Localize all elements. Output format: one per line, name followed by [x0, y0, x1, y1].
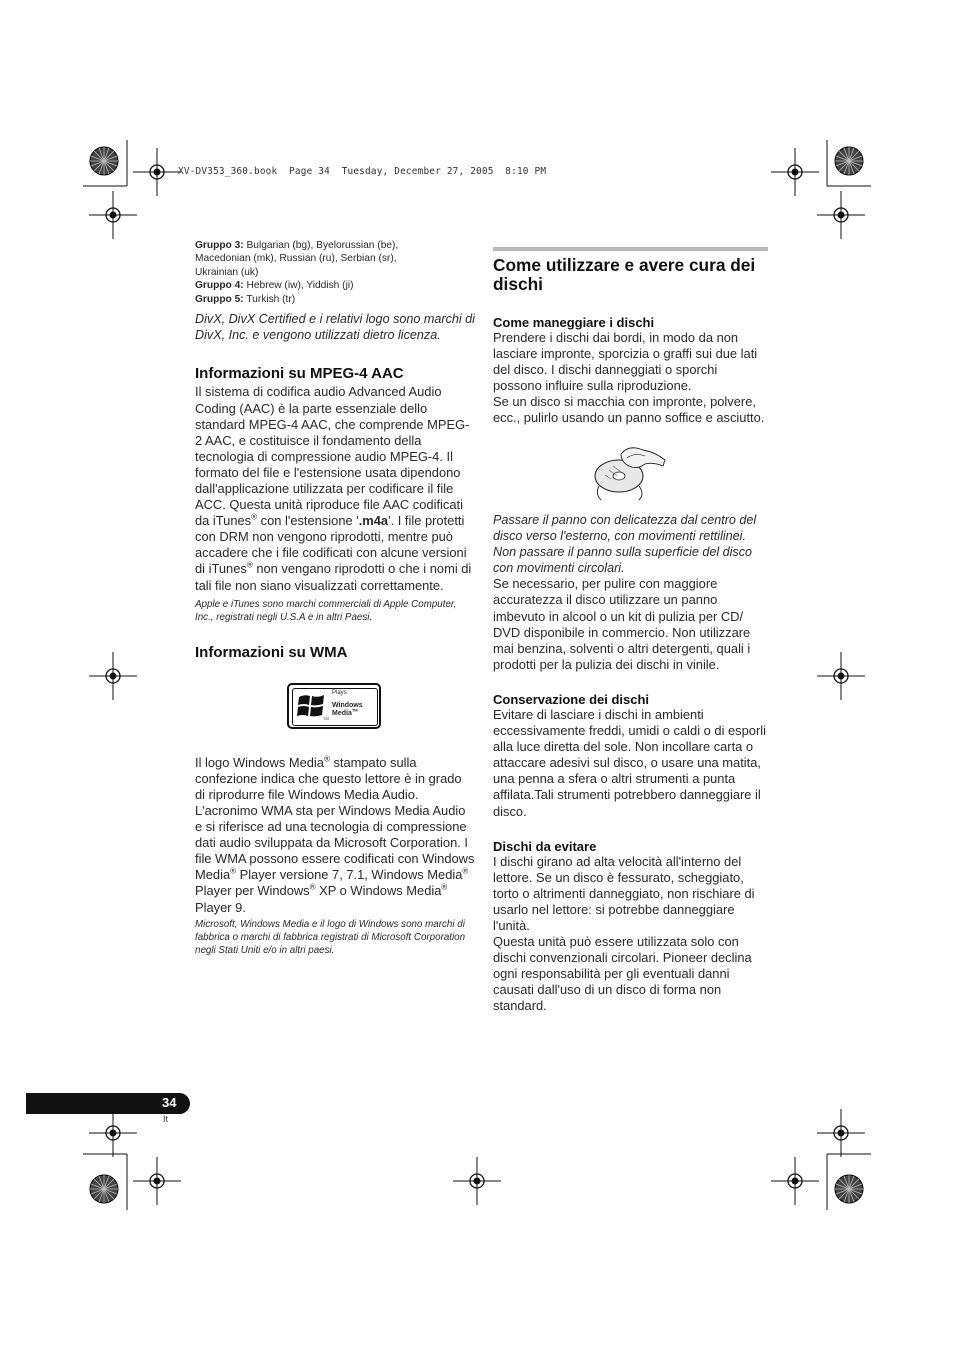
left-column [195, 239, 475, 957]
aac-heading: Informazioni su MPEG-4 AAC [195, 365, 404, 383]
wma-heading: Informazioni su WMA [195, 643, 348, 661]
logo-windows-text: Windows [332, 701, 363, 709]
handling-heading: Come maneggiare i dischi [493, 315, 655, 330]
star-target-icon [835, 1175, 863, 1203]
language-groups [195, 239, 475, 306]
handling-paragraph-2: Se un disco si macchia con impronte, polvere, ecc., pulirlo usando un panno soffice e asciutto. [493, 394, 765, 426]
avoid-paragraph-1: I dischi girano ad alta velocità all'interno del lettore. Se un disco è fessurato, scheggiato, torto o altrimenti danneggiato, non rischiare di usarlo nel lettore: si potrebbe danneggiare l'unità. [493, 853, 755, 933]
section-title: Come utilizzare e avere cura dei dischi [493, 255, 756, 294]
wma-paragraph: Il logo Windows Media® stampato sulla confezione indica che questo lettore è in grado di riprodurre file Windows Media Audio. L'acronimo WMA sta per Windows Media Audio e si riferisce ad una tecnologia di compressione dati audio sviluppata da Microsoft Corporation. I file WMA possono essere codificati con Windows Media® Player versione 7, 7.1, Windows Media® Player per Windows® XP o Windows Media® Player 9. [195, 754, 475, 915]
handling-paragraph-1: Prendere i dischi dai bordi, in modo da non lasciare impronte, sporcizia o graffi sui due lati del disco. I dischi danneggiati o sporchi possono influire sulla riproduzione. [493, 330, 758, 394]
logo-tm-small: TM [323, 715, 329, 721]
language-group: Gruppo 5: Turkish (tr) [195, 293, 296, 305]
handling-paragraph-3: Se necessario, per pulire con maggiore accuratezza il disco utilizzare un panno imbevuto in alcool o un kit di pulizia per CD/ DVD disponibile in commercio. Non utilizzare mai benzina, solventi o altri detergenti, quali i prodotti per la pulizia dei dischi in vinile. [493, 576, 751, 672]
page-language: It [163, 1114, 169, 1124]
language-group: Gruppo 3: Bulgarian (bg), Byelorussian (be), [195, 240, 399, 251]
section-rule [493, 247, 768, 251]
language-group: Gruppo 4: Hebrew (iw), Yiddish (ji) [195, 280, 354, 292]
language-group-cont: Macedonian (mk), Russian (ru), Serbian (sr), [195, 253, 397, 265]
storage-heading: Conservazione dei dischi [493, 691, 650, 707]
star-target-icon [90, 1175, 118, 1203]
page-number: 34 [162, 1095, 177, 1110]
avoid-paragraph-2: Questa unità può essere utilizzata solo con dischi convenzionali circolari. Pioneer declina ogni responsabilità per gli eventuali danni causati dall'uso di un disco di forma non standard. [493, 934, 752, 1014]
logo-media-text: Media™ [332, 707, 358, 717]
cleaning-caption: Passare il panno con delicatezza dal centro del disco verso l'esterno, con movimenti rettilinei. Non passare il panno sulla superficie del disco con movimenti circolari. [493, 512, 757, 576]
avoid-heading: Dischi da evitare [493, 838, 597, 854]
aac-paragraph: Il sistema di codifica audio Advanced Audio Coding (AAC) è la parte essenziale dello standard MPEG-4 AAC, che comprende MPEG-2 AAC, e costituisce il fondamento della tecnologia di compressione audio MPEG-4. Il formato del file e l'estensione usata dipendono dall'applicazione utilizzata per codificare il file ACC. Questa unità riproduce file AAC codificati da iTunes® con l'estensione '.m4a'. I file protetti con DRM non vengono riprodotti, mentre può accadere che i file codificati con alcune versioni di iTunes® non vengano riprodotti o che i nomi di tali file non siano visualizzati correttamente. [195, 384, 472, 593]
disc-cleaning-illustration [591, 442, 671, 502]
apple-trademark-note: Apple e iTunes sono marchi commerciali di Apple Computer, Inc., registrati negli U.S.A e in altri Paesi. [195, 598, 457, 623]
language-group-cont: Ukrainian (uk) [195, 266, 259, 278]
logo-plays-text: Plays [332, 689, 347, 696]
print-header-line: XV-DV353_360.book Page 34 Tuesday, December 27, 2005 8:10 PM [178, 166, 547, 177]
divx-trademark-note: DivX, DivX Certified e i relativi logo sono marchi di DivX, Inc. e vengono utilizzati dietro licenza. [195, 312, 475, 343]
star-target-icon [835, 147, 863, 175]
windows-media-logo [287, 683, 381, 729]
storage-paragraph: Evitare di lasciare i dischi in ambienti eccessivamente freddi, umidi o caldi o di esporli alla luce diretta del sole. Non incollare carta o attaccare adesivi sul disco, o usare una matita, una penna a sfera o altri strumenti a punta affilata.Tali strumenti potrebbero danneggiare il disco. [493, 706, 766, 819]
microsoft-trademark-note: Microsoft, Windows Media e il logo di Windows sono marchi di fabbrica o marchi di fabbrica registrati di Microsoft Corporation negli Stati Uniti e/o in altri paesi. [195, 918, 466, 956]
star-target-icon [90, 147, 118, 175]
right-column [493, 247, 768, 1015]
